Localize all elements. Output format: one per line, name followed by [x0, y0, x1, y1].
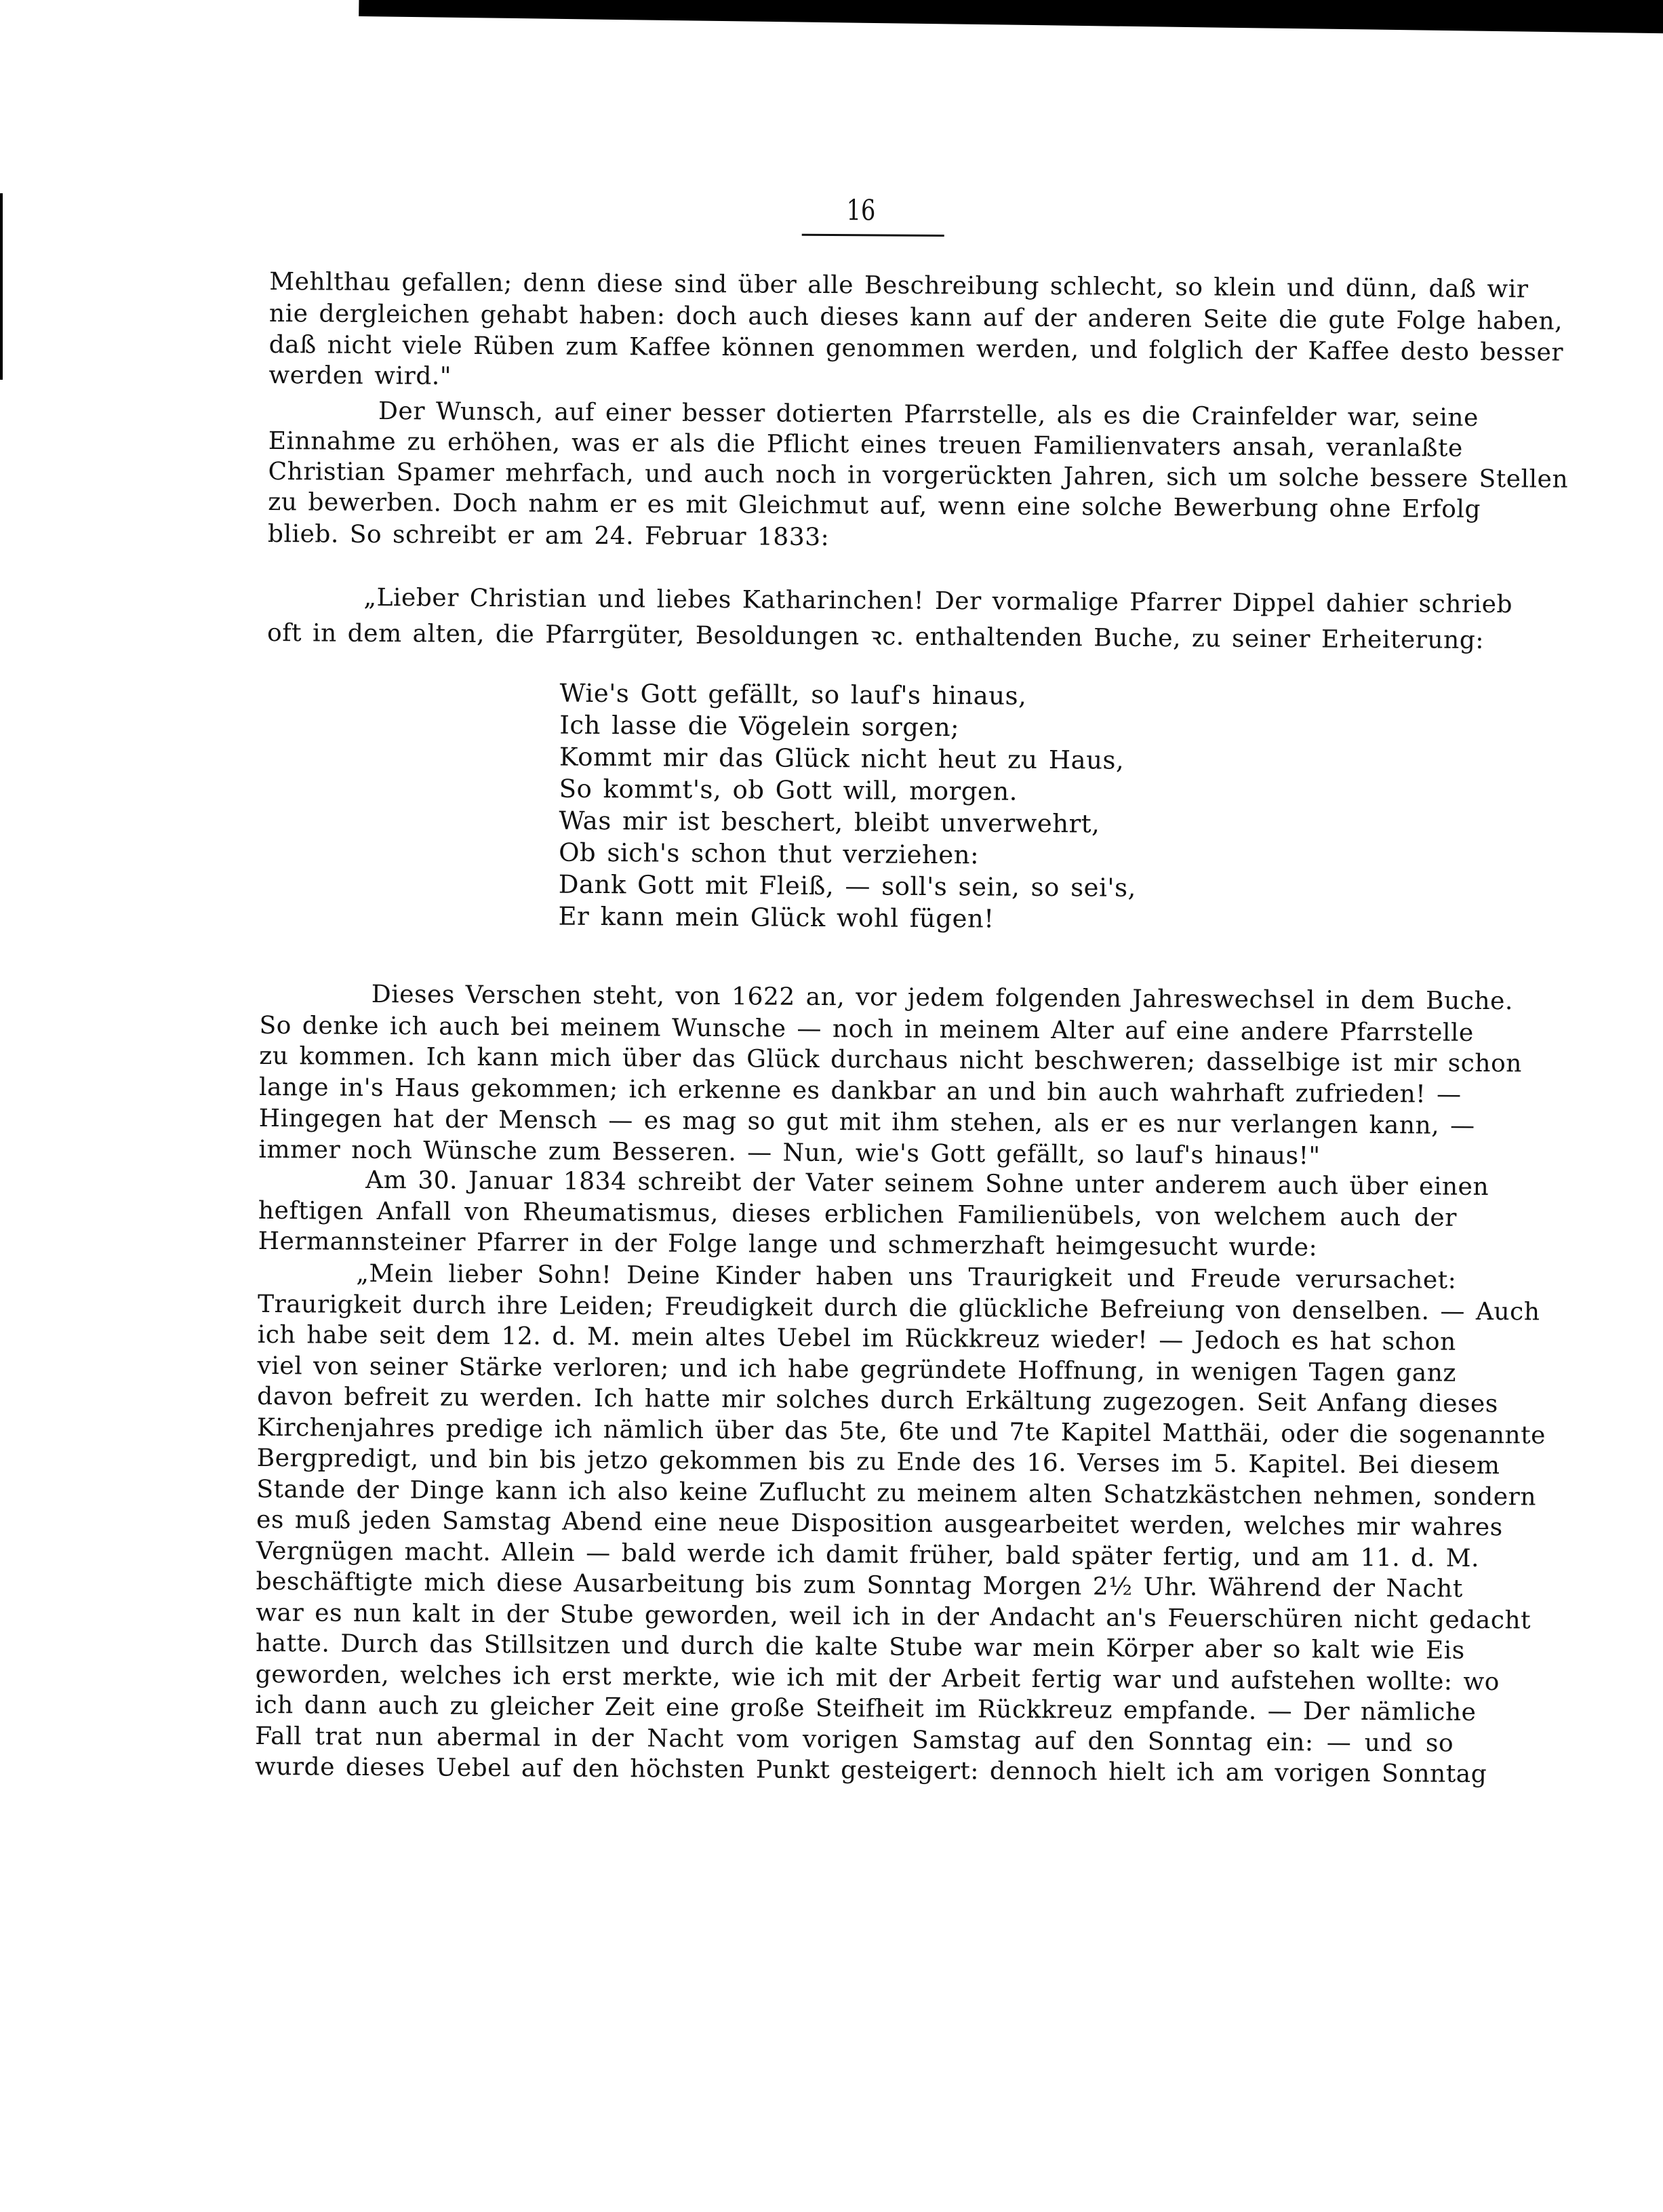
text-line: hatte. Durch das Stillsitzen und durch die kalte Stube war mein Körper aber so kalt wie Eis [255, 1629, 1465, 1665]
text-line: viel von seiner Stärke verloren; und ich habe gegründete Hoffnung, in wenigen Tagen ganz [257, 1351, 1457, 1387]
text-line: Der Wunsch, auf einer besser dotierten Pfarrstelle, als es die Crainfelder war, seine [378, 397, 1479, 432]
text-line: Vergnügen macht. Allein — bald werde ich damit früher, bald später fertig, und am 11. d. M. [256, 1537, 1480, 1573]
text-line: zu kommen. Ich kann mich über das Glück durchaus nicht beschweren; dasselbige ist mir schon [259, 1042, 1523, 1078]
poem-line: Ob sich's schon thut verziehen: [559, 837, 980, 870]
text-line: Hermannsteiner Pfarrer in der Folge lange und schmerzhaft heimgesucht wurde: [258, 1227, 1318, 1262]
poem-line: Er kann mein Glück wohl fügen! [558, 901, 995, 934]
text-line: nie dergleichen gehabt haben: doch auch dieses kann auf der anderen Seite die gute Folge haben, [268, 299, 1563, 336]
text-line: Christian Spamer mehrfach, und auch noch in vorgerückten Jahren, sich um solche bessere Stellen [268, 457, 1569, 494]
text-line: wurde dieses Uebel auf den höchsten Punkt gesteigert: dennoch hielt ich am vorigen Sonntag [254, 1752, 1487, 1788]
text-line: davon befreit zu werden. Ich hatte mir solches durch Erkältung zugezogen. Seit Anfang dieses [257, 1382, 1498, 1419]
poem-line: Was mir ist beschert, bleibt unverwehrt, [559, 806, 1100, 839]
text-line: Fall trat nun abermal in der Nacht vom vorigen Samstag auf den Sonntag ein: — und so [255, 1722, 1454, 1758]
text-line: „Lieber Christian und liebes Katharinchen! Der vormalige Pfarrer Dippel dahier schrieb [363, 583, 1513, 619]
text-line: „Mein lieber Sohn! Deine Kinder haben uns Traurigkeit und Freude verursachet: [356, 1259, 1457, 1295]
page-number: 16 [846, 193, 876, 227]
text-line: lange in's Haus gekommen; ich erkenne es dankbar an und bin auch wahrhaft zufrieden! — [258, 1073, 1462, 1109]
text-line: zu bewerben. Doch nahm er es mit Gleichmut auf, wenn eine solche Bewerbung ohne Erfolg [268, 488, 1481, 524]
poem-line: Kommt mir das Glück nicht heut zu Haus, [559, 742, 1125, 775]
text-line: Einnahme zu erhöhen, was er als die Pflicht eines treuen Familienvaters ansah, veranlaßte [268, 427, 1463, 462]
text-line: Mehlthau gefallen; denn diese sind über alle Beschreibung schlecht, so klein und dünn, daß wir [269, 267, 1529, 304]
text-line: heftigen Anfall von Rheumatismus, dieses erblichen Familienübels, von welchem auch der [258, 1196, 1458, 1232]
text-line: Am 30. Januar 1834 schreibt der Vater seinem Sohne unter anderem auch über einen [365, 1166, 1489, 1201]
text-line: werden wird." [268, 361, 452, 391]
text-line: war es nun kalt in der Stube geworden, weil ich in der Andacht an's Feuerschüren nicht gedacht [256, 1598, 1531, 1635]
text-line: Bergpredigt, und bin bis jetzo gekommen bis zu Ende des 16. Verses im 5. Kapitel. Bei diesem [256, 1444, 1500, 1480]
text-line: Dieses Verschen steht, von 1622 an, vor jedem folgenden Jahreswechsel in dem Buche. [371, 980, 1513, 1016]
text-line: oft in dem alten, die Pfarrgüter, Besoldungen ꝛc. enthaltenden Buche, zu seiner Erheiterung: [266, 618, 1485, 654]
text-line: Kirchenjahres predige ich nämlich über das 5te, 6te und 7te Kapitel Matthäi, oder die sogenannte [256, 1413, 1546, 1450]
poem-line: Ich lasse die Vögelein sorgen; [559, 710, 960, 743]
text-line: Hingegen hat der Mensch — es mag so gut mit ihm stehen, als er es nur verlangen kann, — [258, 1104, 1475, 1140]
text-line: blieb. So schreibt er am 24. Februar 1833: [267, 519, 830, 552]
page-number-rule [802, 234, 944, 237]
text-line: So denke ich auch bei meinem Wunsche — noch in meinem Alter auf eine andere Pfarrstelle [259, 1011, 1474, 1047]
text-line: Traurigkeit durch ihre Leiden; Freudigkeit durch die glückliche Befreiung von denselben. — Auch [257, 1290, 1540, 1326]
text-line: ich habe seit dem 12. d. M. mein altes Uebel im Rückkreuz wieder! — Jedoch es hat schon [257, 1320, 1456, 1356]
text-line: daß nicht viele Rüben zum Kaffee können genommen werden, und folglich der Kaffee desto besser [268, 330, 1564, 367]
poem-line: Wie's Gott gefällt, so lauf's hinaus, [559, 678, 1027, 711]
text-line: immer noch Wünsche zum Besseren. — Nun, wie's Gott gefällt, so lauf's hinaus!" [258, 1135, 1321, 1170]
poem-line: Dank Gott mit Fleiß, — soll's sein, so sei's, [558, 869, 1136, 903]
text-line: es muß jeden Samstag Abend eine neue Disposition ausgearbeitet werden, welches mir wahres [256, 1505, 1503, 1542]
text-line: beschäftigte mich diese Ausarbeitung bis zum Sonntag Morgen 2½ Uhr. Während der Nacht [256, 1567, 1463, 1603]
text-line: Stande der Dinge kann ich also keine Zuflucht zu meinem alten Schatzkästchen nehmen, sondern [256, 1475, 1537, 1512]
text-line: ich dann auch zu gleicher Zeit eine große Steifheit im Rückkreuz empfande. — Der nämliche [255, 1691, 1477, 1726]
text-line: geworden, welches ich erst merkte, wie ich mit der Arbeit fertig war und aufstehen wollte: wo [255, 1660, 1500, 1697]
poem-line: So kommt's, ob Gott will, morgen. [559, 774, 1018, 806]
